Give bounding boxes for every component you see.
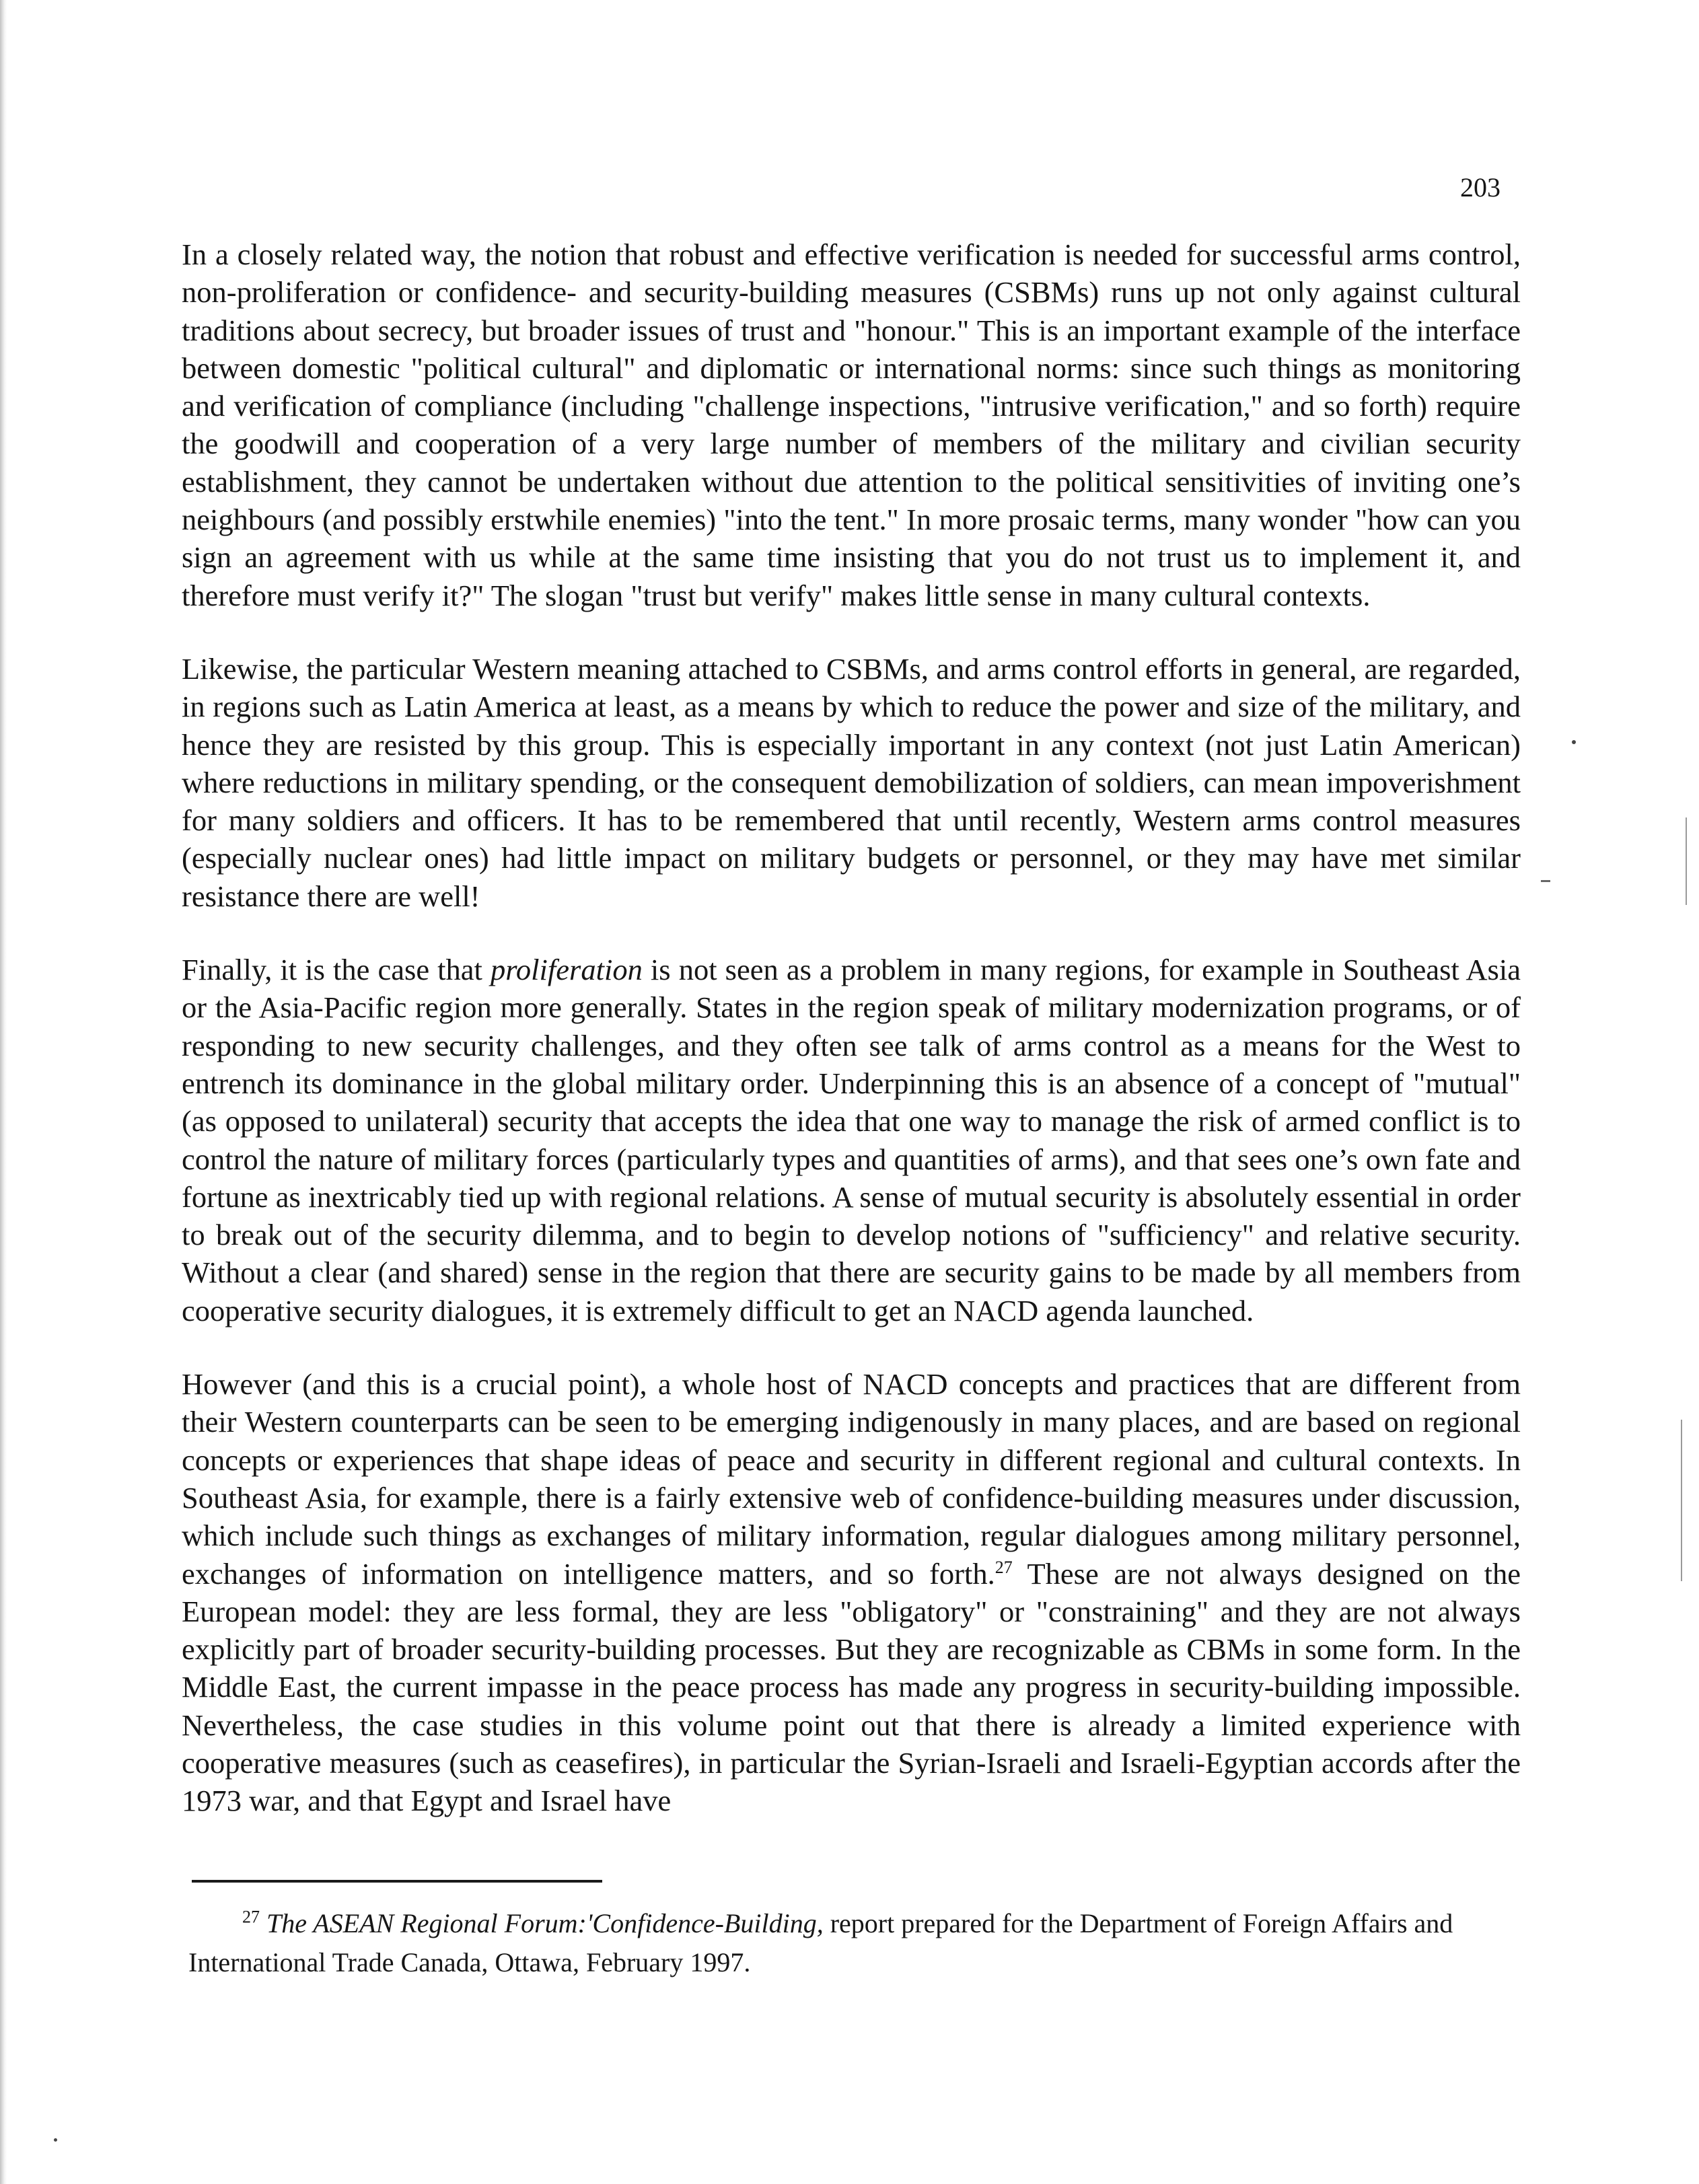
body-text	[182, 235, 1521, 1856]
paragraph	[182, 650, 1521, 915]
paragraph-text: is not seen as a problem in many regions, for example in Southeast Asia or the Asia-Pacific region more generally. States in the region speak of military modernization programs, or of responding to new security challenges, and they often see talk of arms control as a means for the West to entrench its dominance in the global military order. Underpinning this is an absence of a concept of "mutual" (as opposed to unilateral) security that accepts the idea that one way to manage the risk of armed conflict is to control the nature of military forces (particularly types and quantities of arms), and that sees one’s own fate and fortune as inextricably tied up with regional relations. A sense of mutual security is absolutely essential in order to break out of the security dilemma, and to begin to develop notions of "sufficiency" and relative security. Without a clear (and shared) sense in the region that there are security gains to be made by all members from cooperative security dialogues, it is extremely difficult to get an NACD agenda launched.	[182, 953, 1521, 1327]
scan-mark	[1681, 1420, 1682, 1581]
footnote-marker: 27	[242, 1907, 260, 1927]
scan-speck	[54, 2138, 57, 2142]
footnote	[188, 1904, 1531, 1982]
paragraph-text: These are not always designed on the European model: they are less formal, they are less "obligatory" or "constraining" and they are not always explicitly part of broader security-building processes. But they are recognizable as CBMs in some form. In the Middle East, the current impasse in the peace process has made any progress in security-building impossible. Nevertheless, the case studies in this volume point out that there is already a limited experience with cooperative measures (such as ceasefires), in particular the Syrian-Israeli and Israeli-Egyptian accords after the 1973 war, and that Egypt and Israel have	[182, 1556, 1521, 1818]
scan-edge-shadow	[0, 0, 7, 2184]
paragraph-text: Likewise, the particular Western meaning attached to CSBMs, and arms control efforts in general, are regarded, in regions such as Latin America at least, as a means by which to reduce the power and size of the military, and hence they are resisted by this group. This is especially important in any context (not just Latin American) where reductions in military spending, or the consequent demobilization of soldiers, can mean impoverishment for many soldiers and officers. It has to be remembered that until recently, Western arms control measures (especially nuclear ones) had little impact on military budgets or personnel, or they may have met similar resistance there are well!	[182, 651, 1521, 913]
paragraph-text: However (and this is a crucial point), a whole host of NACD concepts and practices that are different from their Western counterparts can be seen to be emerging indigenously in many places, and are based on regional concepts or experiences that shape ideas of peace and security in different regional and cultural contexts. In Southeast Asia, for example, there is a fairly extensive web of confidence-building measures under discussion, which include such things as exchanges of military information, regular dialogues among military personnel, exchanges of information on intelligence matters, and so forth.	[182, 1367, 1521, 1591]
paragraph	[182, 1365, 1521, 1820]
footnote-separator	[192, 1880, 602, 1883]
paragraph	[182, 951, 1521, 1330]
italic-term: proliferation	[491, 953, 643, 987]
paragraph-text: In a closely related way, the notion that robust and effective verification is needed for successful arms control, non-proliferation or confidence- and security-building measures (CSBMs) runs up not only against cultural traditions about secrecy, but broader issues of trust and "honour." This is an important example of the interface between domestic "political cultural" and diplomatic or international norms: since such things as monitoring and verification of compliance (including "challenge inspections, "intrusive verification," and so forth) require the goodwill and cooperation of a very large number of members of the military and civilian security establishment, they cannot be undertaken without due attention to the political sensitivities of inviting one’s neighbours (and possibly erstwhile enemies) "into the tent." In more prosaic terms, many wonder "how can you sign an agreement with us while at the same time insisting that you do not trust us to implement it, and therefore must verify it?" The slogan "trust but verify" makes little sense in many cultural contexts.	[182, 238, 1521, 612]
scan-mark	[1541, 880, 1550, 882]
paragraph	[182, 235, 1521, 614]
paragraph-text: Finally, it is the case that	[182, 953, 491, 987]
footnote-reference: 27	[995, 1557, 1013, 1577]
scan-speck	[1572, 740, 1576, 744]
footnote-text: report prepared for the Department of Foreign Affairs and International Trade Canada, Ottawa, February 1997.	[188, 1908, 1453, 1977]
page-number: 203	[1460, 172, 1501, 203]
footnote-title: The ASEAN Regional Forum:'Confidence-Building,	[266, 1908, 824, 1938]
scan-mark	[1686, 817, 1687, 905]
